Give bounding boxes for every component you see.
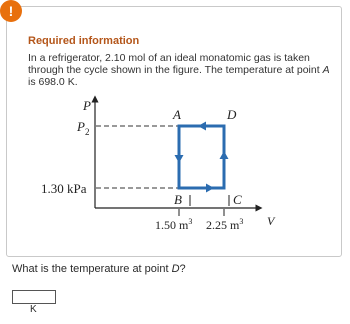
arrow-d-to-a [198, 122, 206, 131]
v1-label [155, 217, 192, 232]
v1-text: 1.50 m [155, 218, 189, 232]
question-point: D [171, 263, 180, 275]
p2-subscript: 2 [84, 127, 90, 137]
arrow-a-to-b [175, 155, 184, 163]
v2-text: 2.25 m [206, 218, 240, 232]
alert-icon: ! [0, 0, 22, 22]
answer-unit-label: K [30, 304, 37, 315]
cycle-path [175, 122, 229, 193]
arrow-b-to-c [206, 184, 214, 193]
question-prefix: What is the temperature at point [12, 263, 172, 275]
v2-exponent: 3 [239, 217, 244, 226]
v1-exponent: 3 [188, 217, 193, 226]
point-c-label: C [233, 192, 242, 207]
p2-text: P [77, 119, 85, 134]
description-prefix: In a refrigerator, 2.10 mol of an ideal monatomic gas is taken through the cycle shown in the figure. The temperature at point [28, 52, 323, 76]
card-title: Required information [28, 35, 140, 47]
question-suffix: ? [179, 263, 186, 275]
p2-label [76, 119, 89, 137]
question-text [12, 263, 186, 275]
info-card [6, 6, 342, 257]
description-point: A [322, 64, 330, 76]
x-axis-label: V [267, 214, 275, 228]
point-b-label: B [174, 192, 182, 207]
v2-label [206, 217, 243, 232]
answer-row [12, 290, 56, 304]
y-axis-label: P [83, 98, 91, 113]
temperature-answer-input[interactable] [12, 290, 56, 304]
pv-diagram [7, 7, 343, 258]
point-a-label: A [173, 107, 181, 122]
p1-label: 1.30 kPa [41, 181, 87, 196]
arrow-c-to-d [220, 151, 229, 159]
description-suffix: is 698.0 K. [28, 76, 78, 88]
point-d-label: D [227, 107, 237, 122]
